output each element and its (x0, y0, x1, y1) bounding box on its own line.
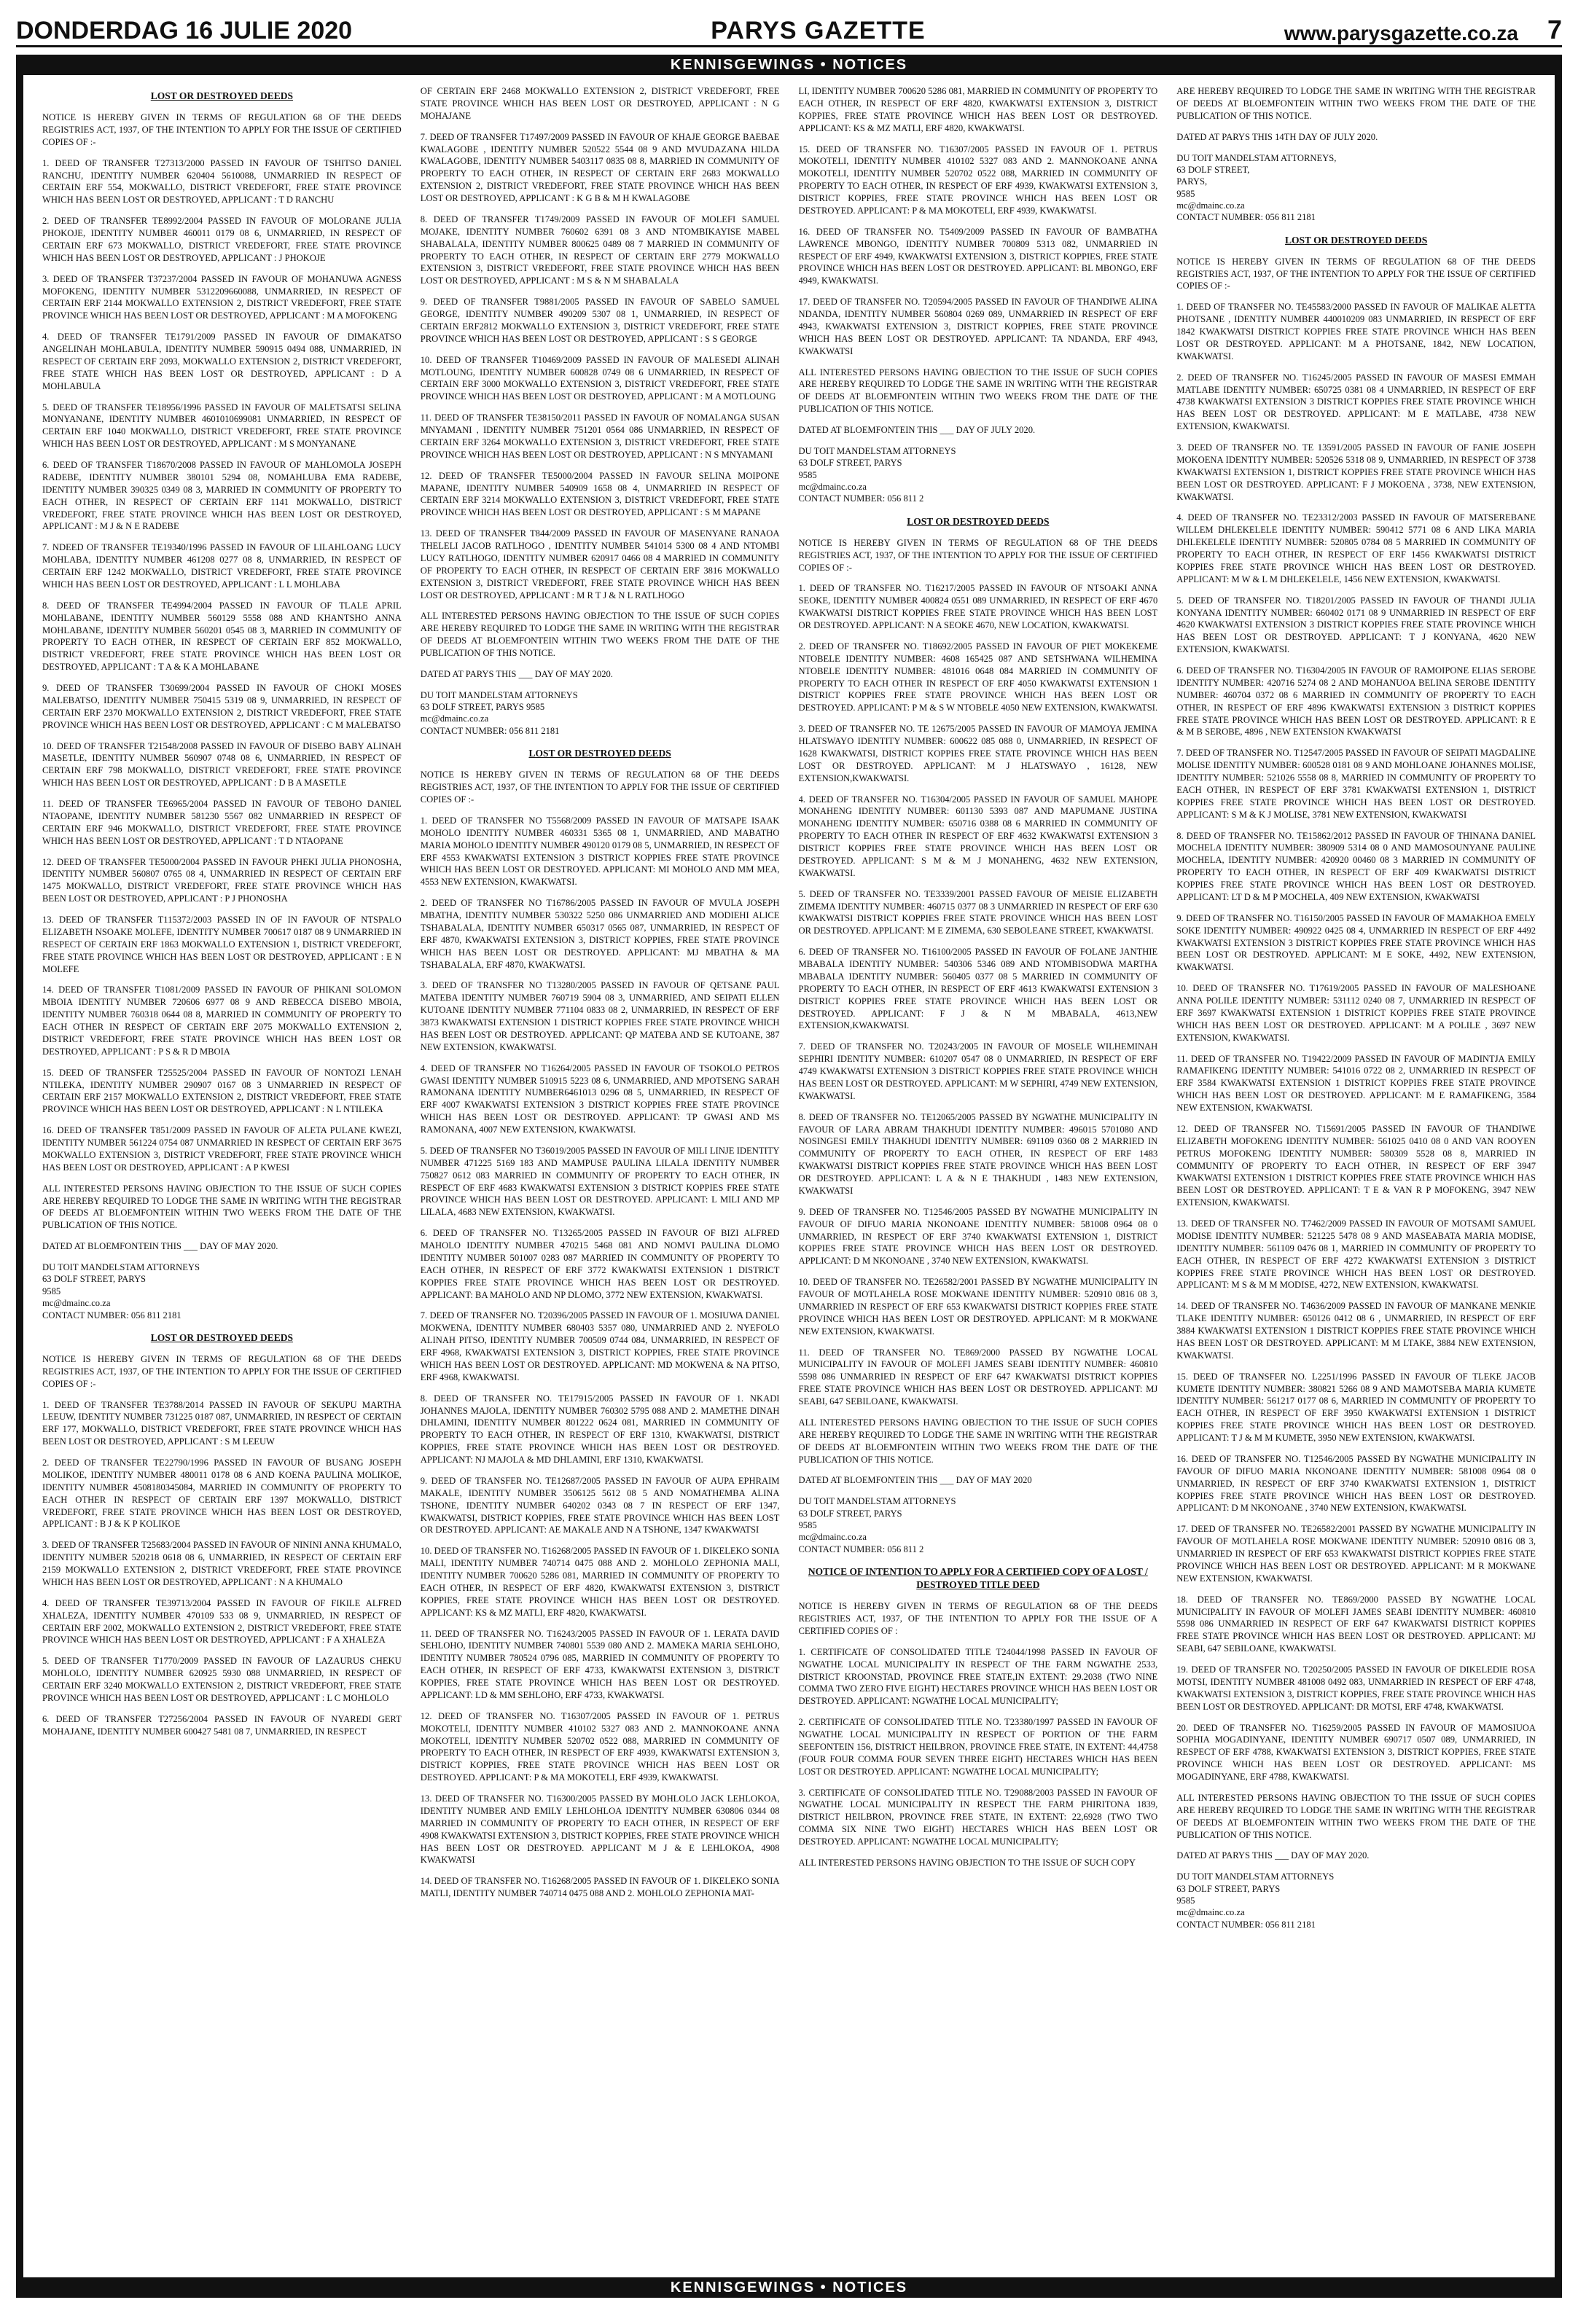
notice-paragraph: OF CERTAIN ERF 2468 MOKWALLO EXTENSION 2, DISTRICT VREDEFORT, FREE STATE PROVINCE WHICH HAS BEEN LOST OR DESTROYED, APPLICANT : N G MOHAJANE (420, 86, 780, 121)
email-link[interactable]: mc@dmainc.co.za (1176, 200, 1245, 211)
notice-paragraph: 6. DEED OF TRANSFER NO. T16100/2005 PASSED IN FAVOUR OF FOLANE JANTHIE MBABALA IDENTITY NUMBER: 540306 5346 089 AND NTOMBISODWA MARTHA MBABALA IDENTITY NUMBER: 560405 0377 08 5 MARRIED IN COMMUNITY OF PROPERTY TO EACH OTHER, IN RESPECT OF ERF 4613 KWAKWATSI EXTENSION 3 DISTRICT KOPPIES FREE STATE PROVINCE WHICH HAS BEEN LOST OR DESTROYED. APPLICANT: F J & N M MBABALA, 4613,NEW EXTENSION,KWAKWATSI. (798, 947, 1158, 1031)
contact-line: 63 DOLF STREET, PARYS (798, 1508, 902, 1519)
notice-paragraph: NOTICE IS HEREBY GIVEN IN TERMS OF REGULATION 68 OF THE DEEDS REGISTRIES ACT, 1937, OF THE INTENTION TO APPLY FOR THE ISSUE OF CERTIFIED COPIES OF :- (1176, 256, 1536, 292)
notice-paragraph: 6. DEED OF TRANSFER NO. T16304/2005 IN FAVOUR OF RAMOIPONE ELIAS SEROBE IDENTITY NUMBER: 420716 5274 08 2 AND MOHANUOA BELINA SEROBE IDENTITY NUMBER: 460704 0372 08 6 MARRIED IN COMMUNITY OF PROPERTY TO EACH OTHER, IN RESPECT OF ERF 4896 KWAKWATSI EXTENSION 3 DISTRICT KOPPIES FREE STATE PROVINCE WHICH HAS BEEN LOST OR DESTROYED. APPLICANT: R E & M B SEROBE, 4896 , NEW EXTENSION KWAKWATSI (1176, 665, 1536, 738)
notice-paragraph: ARE HEREBY REQUIRED TO LODGE THE SAME IN WRITING WITH THE REGISTRAR OF DEEDS AT BLOEMFONTEIN WITHIN TWO WEEKS FROM THE DATE OF THE PUBLICATION OF THIS NOTICE. (1176, 86, 1536, 121)
notice-paragraph: 10. DEED OF TRANSFER NO. TE26582/2001 PASSED BY NGWATHE MUNICIPALITY IN FAVOUR OF MOTLAHELA ROSE MOKWANE IDENTITY NUMBER: 520910 0816 08 3, UNMARRIED IN RESPECT OF ERF 653 KWAKWATSI DISTRICT KOPPIES FREE STATE PROVINCE WHICH HAS BEEN LOST OR DESTROYED. APPLICANT: M R MOKWANE NEW EXTENSION, KWAKWATSI. (798, 1277, 1158, 1337)
notice-paragraph: 4. DEED OF TRANSFER NO T16264/2005 PASSED IN FAVOUR OF TSOKOLO PETROS GWASI IDENTITY NUMBER 510915 5223 08 6, UNMARRIED, AND MPOTSENG SARAH RAMONANA IDENTITY NUMBER6461013 0296 08 5, UNMARRIED, IN RESPECT OF ERF 4007 KWAKWATSI EXTENSION 3 DISTRICT KOPPIES FREE STATE PROVINCE WHICH HAS BEEN LOST OR DESTROYED. APPLICANT: TP GWASI AND MS RAMONANA, 4007 NEW EXTENSION, KWAKWATSI. (420, 1063, 780, 1135)
contact-line: DU TOIT MANDELSTAM ATTORNEYS (1176, 1871, 1335, 1882)
attorney-contact-block (799, 445, 1158, 505)
notice-paragraph: 10. DEED OF TRANSFER NO. T17619/2005 PASSED IN FAVOUR OF MALESHOANE ANNA POLILE IDENTITY NUMBER: 531112 0240 08 7, UNMARRIED IN RESPECT OF ERF 3697 KWAKWATSI EXTENSION 1 DISTRICT KOPPIES FREE STATE PROVINCE WHICH HAS BEEN LOST OR DESTROYED. APPLICANT: M A POLILE , 3697 NEW EXTENSION, KWAKWATSI. (1176, 983, 1536, 1043)
notice-paragraph: 2. DEED OF TRANSFER NO. T18692/2005 PASSED IN FAVOUR OF PIET MOKEKEME NTOBELE IDENTITY NUMBER: 4608 165425 087 AND SETSHWANA WILHEMINA NTOBELE IDENTITY NUMBER: 481016 0648 084 MARRIED IN COMMUNITY OF PROPERTY TO EACH OTHER IN RESPECT OF ERF 4050 KWAKWATSI EXTENSION 1 DISTRICT KOPPIES FREE STATE PROVINCE WHICH HAS BEEN LOST OR DESTROYED. APPLICANT: P M & S W NTOBELE 4050 NEW EXTENSION, KWAKWATSI. (798, 641, 1158, 713)
notice-columns (23, 75, 1555, 2277)
notice-paragraph: 3. DEED OF TRANSFER T37237/2004 PASSED IN FAVOUR OF MOHANUWA AGNESS MOFOKENG, IDENTITY NUMBER 5312209660088, UNMARRIED, IN RESPECT OF CERTAIN ERF 2144 MOKWALLO EXTENSION 2, DISTRICT VREDEFORT, FREE STATE PROVINCE WHICH HAS BEEN LOST OR DESTROYED, APPLICANT : M A MOFOKENG (42, 273, 402, 321)
notice-paragraph: 1. CERTIFICATE OF CONSOLIDATED TITLE T24044/1998 PASSED IN FAVOUR OF NGWATHE LOCAL MUNICIPALITY IN RESPECT OF THE FARM NGWATHE 2533, DISTRICT KROONSTAD, PROVINCE FREE STATE,IN EXTENT: 29.2038 (TWO NINE COMMA TWO ZERO FIVE EIGHT) HECTARES PROVINCE WHICH HAS BEEN LOST OR DESTROYED. APPLICANT: NGWATHE LOCAL MUNICIPALITY; (798, 1646, 1158, 1707)
notice-paragraph: 3. CERTIFICATE OF CONSOLIDATED TITLE NO. T29088/2003 PASSED IN FAVOUR OF NGWATHE LOCAL MUNICIPALITY IN RESPECT THE FARM PHIRITONA 1839, DISTRICT HEILBRON, PROVINCE FREE STATE, IN EXTENT: 22,6928 (TWO TWO COMMA SIX NINE TWO EIGHT) HECTARES WHICH HAS BEEN LOST OR DESTROYED. APPLICANT: NGWATHE LOCAL MUNICIPALITY; (798, 1787, 1158, 1847)
notice-paragraph: 9. DEED OF TRANSFER NO. T12546/2005 PASSED BY NGWATHE MUNICIPALITY IN FAVOUR OF DIFUO MARIA NKONOANE IDENTITY NUMBER: 581008 0964 08 0 UNMARRIED, IN RESPECT OF ERF 3740 KWAKWATSI EXTENSION 1, DISTRICT KOPPIES FREE STATE PROVINCE WHICH HAS BEEN LOST OR DESTROYED. APPLICANT: D M NKONOANE , 3740 NEW EXTENSION, KWAKWATSI. (798, 1206, 1158, 1267)
notice-paragraph: 11. DEED OF TRANSFER TE6965/2004 PASSED IN FAVOUR OF TEBOHO DANIEL NTAOPANE, IDENTITY NUMBER 581230 5567 082 UNMARRIED IN RESPECT OF CERTAIN ERF 946 MOKWALLO, DISTRICT VREDEFORT, FREE STATE PROVINCE WHICH HAS BEEN LOST OR DESTROYED, APPLICANT : T D NTAOPANE (42, 799, 402, 846)
notice-paragraph: 6. DEED OF TRANSFER T18670/2008 PASSED IN FAVOUR OF MAHLOMOLA JOSEPH RADEBE, IDENTITY NUMBER 380101 5294 08, NOMAHLUBA EMA RADEBE, IDENTITY NUMBER 390325 0349 08 3, MARRIED IN COMMUNITY OF PROPERTY TO EACH OTHER, IN RESPECT OF CERTAIN ERF 1141 MOKWALLO, DISTRICT VREDEFORT, FREE STATE PROVINCE WHICH HAS BEEN LOST OR DESTROYED, APPLICANT : M J & N E RADEBE (42, 460, 402, 532)
column-2 (421, 85, 780, 2277)
notice-paragraph: NOTICE IS HEREBY GIVEN IN TERMS OF REGULATION 68 OF THE DEEDS REGISTRIES ACT, 1937, OF THE INTENTION TO APPLY FOR THE ISSUE OF CERTIFIED COPIES OF :- (798, 537, 1158, 573)
notice-paragraph: ALL INTERESTED PERSONS HAVING OBJECTION TO THE ISSUE OF SUCH COPIES ARE HEREBY REQUIRED TO LODGE THE SAME IN WRITING WITH THE REGISTRAR OF DEEDS AT BLOEMFONTEIN WITHIN TWO WEEKS FROM THE DATE OF THE PUBLICATION OF THIS NOTICE. (798, 367, 1158, 415)
notice-paragraph: 8. DEED OF TRANSFER TE4994/2004 PASSED IN FAVOUR OF TLALE APRIL MOHLABANE, IDENTITY NUMBER 560129 5558 088 AND KHANTSHO ANNA MOHLABANE, IDENTITY NUMBER 560201 0545 08 3, MARRIED IN COMMUNITY OF PROPERTY TO EACH OTHER, IN RESPECT OF CERTAIN ERF 852 MOKWALLO, DISTRICT VREDEFORT, FREE STATE PROVINCE WHICH HAS BEEN LOST OR DESTROYED, APPLICANT : T A & K A MOHLABANE (42, 600, 402, 673)
contact-line: 63 DOLF STREET, PARYS (1176, 1883, 1281, 1894)
notice-paragraph: 15. DEED OF TRANSFER T25525/2004 PASSED IN FAVOUR OF NONTOZI LENAH NTILEKA, IDENTITY NUMBER 290907 0167 08 3 UNMARRIED IN RESPECT OF CERTAIN ERF 2157 MOKWALLO EXTENSION 2, DISTRICT VREDEFORT, FREE STATE PROVINCE WHICH HAS BEEN LOST OR DESTROYED, APPLICANT : N L NTILEKA (42, 1067, 402, 1115)
email-link[interactable]: mc@dmainc.co.za (1176, 1907, 1245, 1918)
notice-paragraph: NOTICE IS HEREBY GIVEN IN TERMS OF REGULATION 68 OF THE DEEDS REGISTRIES ACT, 1937, OF THE INTENTION TO APPLY FOR THE ISSUE OF CERTIFIED COPIES OF :- (42, 1353, 402, 1389)
notice-paragraph: 11. DEED OF TRANSFER TE38150/2011 PASSED IN FAVOUR OF NOMALANGA SUSAN MNYAMANI , IDENTITY NUMBER 751201 0564 086 UNMARRIED, IN RESPECT OF CERTAIN ERF 3264 MOKWALLO EXTENSION 3, DISTRICT VREDEFORT, FREE STATE PROVINCE WHICH HAS BEEN LOST OR DESTROYED, APPLICANT : N S MNYAMANI (420, 412, 780, 460)
notice-paragraph: 7. NDEED OF TRANSFER TE19340/1996 PASSED IN FAVOUR OF LILAHLOANG LUCY MOHLABA, IDENTITY NUMBER 461208 0277 08 8, UNMARRIED, IN RESPECT OF CERTAIN ERF 1242 MOKWALLO, DISTRICT VREDEFORT, FREE STATE PROVINCE WHICH HAS BEEN LOST OR DESTROYED, APPLICANT : L L MOHLABA (42, 542, 402, 590)
contact-line: PARYS, (1176, 176, 1208, 187)
notice-paragraph: 7. DEED OF TRANSFER T17497/2009 PASSED IN FAVOUR OF KHAJE GEORGE BAEBAE KWALAGOBE , IDENTITY NUMBER 520522 5544 08 9 AND MVUDAZANA HILDA KWALAGOBE, IDENTITY NUMBER 5403117 0835 08 8, MARRIED IN COMMUNITY OF PROPERTY TO EACH OTHER, IN RESPECT OF CERTAIN ERF 2683 MOKWALLO EXTENSION 2, DISTRICT VREDEFORT, FREE STATE PROVINCE WHICH HAS BEEN LOST OR DESTROYED, APPLICANT : K G B & M H KWALAGOBE (420, 131, 780, 203)
notice-heading: LOST OR DESTROYED DEEDS (528, 748, 671, 759)
issue-date: DONDERDAG 16 JULIE 2020 (16, 17, 353, 44)
notice-paragraph: 9. DEED OF TRANSFER T9881/2005 PASSED IN FAVOUR OF SABELO SAMUEL GEORGE, IDENTITY NUMBER 490209 5307 08 1, UNMARRIED, IN RESPECT OF CERTAIN ERF2812 MOKWALLO EXTENSION 3, DISTRICT VREDEFORT, FREE STATE PROVINCE WHICH HAS BEEN LOST OR DESTROYED, APPLICANT : S S GEORGE (420, 297, 780, 344)
contact-line: DU TOIT MANDELSTAM ATTORNEYS (420, 689, 578, 700)
notice-paragraph: DATED AT BLOEMFONTEIN THIS ___ DAY OF MAY 2020. (42, 1241, 278, 1252)
footer-bar: KENNISGEWINGS • NOTICES (16, 2277, 1562, 2298)
notice-paragraph: ALL INTERESTED PERSONS HAVING OBJECTION TO THE ISSUE OF SUCH COPY (798, 1857, 1136, 1868)
notices-frame (16, 75, 1562, 2277)
notice-paragraph: 7. DEED OF TRANSFER NO. T12547/2005 PASSED IN FAVOUR OF SEIPATI MAGDALINE MOLISE IDENTITY NUMBER: 600528 0181 08 9 AND MOHLOANE JOHANNES MOLISE, IDENTITY NUMBER: 521026 5558 08 8, MARRIED IN COMMUNITY OF PROPERTY TO EACH OTHER, IN RESPECT OF ERF 3781 KWAKWATSI EXTENSION 1, DISTRICT KOPPIES FREE STATE PROVINCE WHICH HAS BEEN LOST OR DESTROYED. APPLICANT: S M & K J MOLISE, 3781 NEW EXTENSION, KWAKWATSI (1176, 748, 1536, 820)
contact-line: DU TOIT MANDELSTAM ATTORNEYS (798, 1496, 956, 1507)
notice-paragraph: DATED AT PARYS THIS 14TH DAY OF JULY 2020. (1176, 131, 1378, 142)
notice-paragraph: 20. DEED OF TRANSFER NO. T16259/2005 PASSED IN FAVOUR OF MAMOSIUOA SOPHIA MOGADINYANE, IDENTITY NUMBER 690717 0507 089, UNMARRIED, IN RESPECT OF ERF 4788, KWAKWATSI EXTENSION 3, DISTRICT KOPPIES, FREE STATE PROVINCE WHICH HAS BEEN LOST OR DESTROYED. APPLICANT: MS MOGADINYANE, ERF 4788, KWAKWATSI. (1176, 1722, 1536, 1783)
attorney-contact-block (799, 1495, 1158, 1555)
contact-line: 9585 (798, 1519, 817, 1530)
notice-paragraph: 8. DEED OF TRANSFER NO. TE12065/2005 PASSED BY NGWATHE MUNICIPALITY IN FAVOUR OF LARA ABRAM THAKHUDI IDENTITY NUMBER: 496015 5701080 AND NOSINGESI EMILY THAKHUDI IDENTITY NUMBER: 691109 0360 08 2 MARRIED IN COMMUNITY OF PROPERTY TO EACH OTHER, IN RESPECT OF ERF 1483 KWAKWATSI DISTRICT KOPPIES FREE STATE PROVINCE WHICH HAS BEEN LOST OR DESTROYED. APPLICANT: L A & N E THAKHUDI , 1483 NEW EXTENSION, KWAKWATSI (798, 1111, 1158, 1196)
notice-paragraph: 4. DEED OF TRANSFER NO. TE23312/2003 PASSED IN FAVOUR OF MATSEREBANE WILLEM DHLEKELELE IDENTITY NUMBER: 590412 5771 08 6 AND LIKA MARIA DHLEKELELE IDENTITY NUMBER: 520805 0784 08 5 MARRIED IN COMMUNITY OF PROPERTY TO EACH OTHER, IN RESPECT OF ERF 1456 KWAKWATSI DISTRICT KOPPIES FREE STATE PROVINCE WHICH HAS BEEN LOST OR DESTROYED. APPLICANT: M W & L M DHLEKELELE, 1456 NEW EXTENSION, KWAKWATSI. (1176, 512, 1536, 584)
notice-paragraph: 14. DEED OF TRANSFER NO. T4636/2009 PASSED IN FAVOUR OF MANKANE MENKIE TLAKE IDENTITY NUMBER: 650126 0412 08 6 , UNMARRIED, IN RESPECT OF ERF 3884 KWAKWATSI EXTENSION 1 DISTRICT KOPPIES FREE STATE PROVINCE WHICH HAS BEEN LOST OR DESTROYED. APPLICANT: M M LTAKE, 3884 NEW EXTENSION, KWAKWATSI. (1176, 1301, 1536, 1361)
page-number: 7 (1547, 15, 1562, 44)
attorney-contact-block (421, 689, 780, 737)
email-link[interactable]: mc@dmainc.co.za (798, 481, 867, 492)
contact-line: CONTACT NUMBER: 056 811 2 (798, 493, 924, 504)
notice-paragraph: DATED AT BLOEMFONTEIN THIS ___ DAY OF JULY 2020. (798, 425, 1036, 435)
notice-paragraph: ALL INTERESTED PERSONS HAVING OBJECTION TO THE ISSUE OF SUCH COPIES ARE HEREBY REQUIRED TO LODGE THE SAME IN WRITING WITH THE REGISTRAR OF DEEDS AT BLOEMFONTEIN WITHIN TWO WEEKS FROM THE DATE OF THE PUBLICATION OF THIS NOTICE. (1176, 1792, 1536, 1840)
notice-paragraph: 5. DEED OF TRANSFER NO. T18201/2005 PASSED IN FAVOUR OF THANDI JULIA KONYANA IDENTITY NUMBER: 660402 0171 08 9 UNMARRIED IN RESPECT OF ERF 4620 KWAKWATSI EXTENSION 3 DISTRICT KOPPIES FREE STATE PROVINCE WHICH HAS BEEN LOST OR DESTROYED. APPLICANT: T J KONYANA, 4620 NEW EXTENSION, KWAKWATSI. (1176, 595, 1536, 655)
notice-paragraph: 8. DEED OF TRANSFER T1749/2009 PASSED IN FAVOUR OF MOLEFI SAMUEL MOJAKE, IDENTITY NUMBER 760602 6391 08 3 AND NTOMBIKAYISE MABEL SHABALALA, IDENTITY NUMBER 800625 0489 08 7 MARRIED IN COMMUNITY OF PROPERTY TO EACH OTHER, IN RESPECT OF CERTAIN ERF 2779 MOKWALLO EXTENSION 3, DISTRICT VREDEFORT, FREE STATE PROVINCE WHICH HAS BEEN LOST OR DESTROYED, APPLICANT : M S & N M SHABALALA (420, 214, 780, 286)
notice-paragraph: 2. CERTIFICATE OF CONSOLIDATED TITLE NO. T23380/1997 PASSED IN FAVOUR OF NGWATHE LOCAL MUNICIPALITY IN RESPECT OF PORTION OF THE FARM SEEFONTEIN 156, DISTRICT HEILBRON, PROVINCE FREE STATE, IN EXTENT: 44,4758 (FOUR FOUR COMMA FOUR SEVEN THREE EIGHT) HECTARES WHICH HAS BEEN LOST OR DESTROYED. APPLICANT: NGWATHE LOCAL MUNICIPALITY; (798, 1717, 1158, 1777)
notice-paragraph: 3. DEED OF TRANSFER T25683/2004 PASSED IN FAVOUR OF NININI ANNA KHUMALO, IDENTITY NUMBER 520218 0618 08 6, UNMARRIED, IN RESPECT OF CERTAIN ERF 2159 MOKWALLO EXTENSION 2, DISTRICT VREDEFORT, FREE STATE PROVINCE WHICH HAS BEEN LOST OR DESTROYED, APPLICANT : N A KHUMALO (42, 1540, 402, 1587)
notice-paragraph: 5. DEED OF TRANSFER NO. TE3339/2001 PASSED FAVOUR OF MEISIE ELIZABETH ZIMEMA IDENTITY NUMBER: 460715 0377 08 3 UNMARRIED IN RESPECT OF ERF 630 KWAKWATSI DISTRICT KOPPIES FREE STATE PROVINCE WHICH HAS BEEN LOST OR DESTROYED. APPLICANT: M E ZIMEMA, 630 SEBOLEANE STREET, KWAKWATSI. (798, 888, 1158, 936)
contact-line: 63 DOLF STREET, PARYS (798, 458, 902, 469)
column-3 (799, 85, 1158, 2277)
email-link[interactable]: mc@dmainc.co.za (420, 713, 489, 724)
notice-paragraph: 12. DEED OF TRANSFER TE5000/2004 PASSED IN FAVOUR PHEKI JULIA PHONOSHA, IDENTITY NUMBER 560807 0765 08 4, UNMARRIED IN RESPECT OF CERTAIN ERF 1475 MOKWALLO, DISTRICT VREDEFORT, FREE STATE PROVINCE WHICH HAS BEEN LOST OR DESTROYED, APPLICANT : P J PHONOSHA (42, 856, 402, 904)
contact-line: CONTACT NUMBER: 056 811 2181 (1176, 212, 1316, 223)
notice-paragraph: 3. DEED OF TRANSFER NO. TE 13591/2005 PASSED IN FAVOUR OF FANIE JOSEPH MOKOENA IDENTITY NUMBER: 520526 5318 08 9, UNMARRIED, IN RESPECT OF 3738 KWAKWATSI EXTENSION 1, DISTRICT KOPPIES FREE STATE PROVINCE WHICH HAS BEEN LOST OR DESTROYED. APPLICANT: F J MOKOENA , 3738, NEW EXTENSION, KWAKWATSI. (1176, 442, 1536, 502)
notice-paragraph: DATED AT PARYS THIS ___ DAY OF MAY 2020. (420, 668, 613, 679)
notice-paragraph: 2. DEED OF TRANSFER NO. T16245/2005 PASSED IN FAVOUR OF MASESI EMMAH MATLABE IDENTITY NUMBER: 650725 0381 08 4 UNMARRIED, IN RESPECT OF ERF 4738 KWAKWATSI EXTENSION 3 DISTRICT KOPPIES FREE STATE PROVINCE WHICH HAS BEEN LOST OR DESTROYED. APPLICANT: M E MATLABE, 4738 NEW EXTENSION, KWAKWATSI. (1176, 372, 1536, 432)
notice-paragraph: 17. DEED OF TRANSFER NO. TE26582/2001 PASSED BY NGWATHE MUNICIPALITY IN FAVOUR OF MOTLAHELA ROSE MOKWANE IDENTITY NUMBER: 520910 0816 08 3, UNMARRIED IN RESPECT OF ERF 653 KWAKWATSI DISTRICT KOPPIES FREE STATE PROVINCE WHICH HAS BEEN LOST OR DESTROYED. APPLICANT: M R MOKWANE NEW EXTENSION, KWAKWATSI. (1176, 1524, 1536, 1584)
notice-paragraph: 7. DEED OF TRANSFER NO. T20396/2005 PASSED IN FAVOUR OF 1. MOSIUWA DANIEL MOKWENA, IDENTITY NUMBER 680403 5357 080, UNMARRIED AND 2. NYEFOLO ALINAH PITSO, IDENTITY NUMBER 700509 0744 084, UNMARRIED, IN RESPECT OF ERF 4968, KWAKWATSI EXTENSION 3, DISTRICT KOPPIES, FREE STATE PROVINCE WHICH HAS BEEN LOST OR DESTROYED. APPLICANT: MD MOKWENA & NA PITSO, ERF 4968, KWAKWATSI. (420, 1310, 780, 1382)
contact-line: 63 DOLF STREET, PARYS (42, 1274, 147, 1285)
notice-paragraph: NOTICE IS HEREBY GIVEN IN TERMS OF REGULATION 68 OF THE DEEDS REGISTRIES ACT, 1937, OF THE INTENTION TO APPLY FOR THE ISSUE OF CERTIFIED COPIES OF :- (42, 112, 402, 147)
notice-paragraph: 12. DEED OF TRANSFER NO. T16307/2005 PASSED IN FAVOUR OF 1. PETRUS MOKOTELI, IDENTITY NUMBER 410102 5327 083 AND 2. MANNOKOANE ANNA MOKOTELI, IDENTITY NUMBER 520702 0522 088, MARRIED IN COMMUNITY OF PROPERTY TO EACH OTHER, IN RESPECT OF ERF 4939, KWAKWATSI EXTENSION 3, DISTRICT KOPPIES, FREE STATE PROVINCE WHICH HAS BEEN LOST OR DESTROYED. APPLICANT: P & MA MOKOTELI, ERF 4939, KWAKWATSI. (420, 1710, 780, 1783)
notice-heading: LOST OR DESTROYED DEEDS (1285, 234, 1428, 246)
notice-paragraph: 1. DEED OF TRANSFER NO. TE45583/2000 PASSED IN FAVOUR OF MALIKAE ALETTA PHOTSANE , IDENTITY NUMBER 440010209 083 UNMARRIED, IN RESPECT OF ERF 1842 KWAKWATSI DISTRICT KOPPIES FREE STATE PROVINCE WHICH HAS BEEN LOST OR DESTROYED. APPLICANT: M A PHOTSANE, 1842, NEW LOCATION, KWAKWATSI. (1176, 302, 1536, 361)
contact-line: DU TOIT MANDELSTAM ATTORNEYS, (1176, 152, 1337, 163)
contact-line: 63 DOLF STREET, (1176, 164, 1250, 175)
notice-paragraph: 14. DEED OF TRANSFER NO. T16268/2005 PASSED IN FAVOUR OF 1. DIKELEKO SONIA MATLI, IDENTITY NUMBER 740714 0475 088 AND 2. MOHLOLO ZEPHONIA MAT- (420, 1876, 780, 1899)
notice-paragraph: 19. DEED OF TRANSFER NO. T20250/2005 PASSED IN FAVOUR OF DIKELEDIE ROSA MOTSI, IDENTITY NUMBER 481008 0492 083, UNMARRIED IN RESPECT OF ERF 4748, KWAKWATSI EXTENSION 3, DISTRICT KOPPIES, FREE STATE PROVINCE WHICH HAS BEEN LOST OR DESTROYED. APPLICANT: DR MOTSI, ERF 4748, KWAKWATSI. (1176, 1664, 1536, 1712)
notice-paragraph: 13. DEED OF TRANSFER NO. T7462/2009 PASSED IN FAVOUR OF MOTSAMI SAMUEL MODISE IDENTITY NUMBER: 521225 5478 08 9 AND MASEABATA MARIA MODISE, IDENTITY NUMBER: 561109 0476 08 1, MARRIED IN COMMUNITY OF PROPERTY TO EACH OTHER, IN RESPECT OF ERF 4272 KWAKWATSI EXTENSION 3 DISTRICT KOPPIES FREE STATE PROVINCE WHICH HAS BEEN LOST OR DESTROYED. APPLICANT: M S & M M MODISE, 4272, NEW EXTENSION, KWAKWATSI. (1176, 1218, 1536, 1291)
notice-paragraph: 5. DEED OF TRANSFER TE18956/1996 PASSED IN FAVOUR OF MALETSATSI SELINA MONYANANE, IDENTITY NUMBER 4601010699081 UNMARRIED, IN RESPECT OF CERTAIN ERF 1040 MOKWALLO, DISTRICT VREDEFORT, FREE STATE PROVINCE WHICH HAS BEEN LOST OR DESTROYED, APPLICANT : M S MONYANANE (42, 402, 402, 450)
notice-heading: LOST OR DESTROYED DEEDS (907, 515, 1050, 527)
attorney-contact-block (1176, 152, 1536, 224)
notice-heading: LOST OR DESTROYED DEEDS (150, 1331, 293, 1343)
notice-paragraph: 3. DEED OF TRANSFER NO T13280/2005 PASSED IN FAVOUR OF QETSANE PAUL MATEBA IDENTITY NUMBER 760719 5904 08 3, UNMARRIED, AND SEIPATI ELLEN KUTOANE IDENTITY NUMBER 771104 0833 08 2, UNMARRIED, IN RESPECT OF ERF 3873 KWAKWATSI EXTENSION 1 DISTRICT KOPPIES FREE STATE PROVINCE WHICH HAS BEEN LOST OR DESTROYED. APPLICANT: QP MATEBA AND SE KUTOANE, 387 NEW EXTENSION, KWAKWATSI. (420, 980, 780, 1052)
notice-paragraph: 18. DEED OF TRANSFER NO. TE869/2000 PASSED BY NGWATHE LOCAL MUNICIPALITY IN FAVOUR OF MOLEFI JAMES SEABI IDENTITY NUMBER: 460810 5598 086 UNMARRIED IN RESPECT OF ERF 647 KWAKWATSI DISTRICT KOPPIES FREE STATE PROVINCE WHICH HAS BEEN LOST OR DESTROYED. APPLICANT: MJ SEABI, 647 SEBILOANE, KWAKWATSI. (1176, 1594, 1536, 1654)
notice-paragraph: 7. DEED OF TRANSFER NO. T20243/2005 IN FAVOUR OF MOSELE WILHEMINAH SEPHIRI IDENTITY NUMBER: 610207 0547 08 0 UNMARRIED, IN RESPECT OF ERF 4749 KWAKWATSI EXTENSION 3 DISTRICT KOPPIES FREE STATE PROVINCE WHICH HAS BEEN LOST OR DESTROYED. APPLICANT: M W SEPHIRI, 4749 NEW EXTENSION, KWAKWATSI. (798, 1041, 1158, 1101)
notice-heading: NOTICE OF INTENTION TO APPLY FOR A CERTIFIED COPY OF A LOST / DESTROYED TITLE DEED (808, 1566, 1148, 1591)
notice-paragraph: 4. DEED OF TRANSFER TE39713/2004 PASSED IN FAVOUR OF FIKILE ALFRED XHALEZA, IDENTITY NUMBER 470109 533 08 9, UNMARRIED, IN RESPECT OF CERTAIN ERF 2002, MOKWALLO EXTENSION 2, DISTRICT VREDEFORT, FREE STATE PROVINCE WHICH HAS BEEN LOST OR DESTROYED, APPLICANT : F A XHALEZA (42, 1597, 402, 1646)
notice-paragraph: 10. DEED OF TRANSFER NO. T16268/2005 PASSED IN FAVOUR OF 1. DIKELEKO SONIA MALI, IDENTITY NUMBER 740714 0475 088 AND 2. MOHLOLO ZEPHONIA MALI, IDENTITY NUMBER 700620 5286 081, MARRIED IN COMMUNITY OF PROPERTY TO EACH OTHER, IN RESPECT OF ERF 4820, KWAKWATSI EXTENSION 3, DISTRICT KOPPIES, FREE STATE PROVINCE WHICH HAS BEEN LOST OR DESTROYED. APPLICANT: KS & MZ MATLI, ERF 4820, KWAKWATSI. (420, 1546, 780, 1618)
notice-paragraph: 1. DEED OF TRANSFER NO. T16217/2005 PASSED IN FAVOUR OF NTSOAKI ANNA SEOKE, IDENTITY NUMBER 400824 0551 089 UNMARRIED, IN RESPECT OF ERF 4670 KWAKWATSI DISTRICT KOPPIES FREE STATE PROVINCE WHICH HAS BEEN LOST OR DESTROYED. APPLICANT: N A SEOKE 4670, NEW LOCATION, KWAKWATSI. (798, 583, 1158, 630)
notice-paragraph: 11. DEED OF TRANSFER NO. TE869/2000 PASSED BY NGWATHE LOCAL MUNICIPALITY IN FAVOUR OF MOLEFI JAMES SEABI IDENTITY NUMBER: 460810 5598 086 UNMARRIED IN RESPECT OF ERF 647 KWAKWATSI DISTRICT KOPPIES FREE STATE PROVINCE WHICH HAS BEEN LOST OR DESTROYED. APPLICANT: MJ SEABI, 647 SEBILOANE, KWAKWATSI. (798, 1347, 1158, 1406)
notice-paragraph: 5. DEED OF TRANSFER T1770/2009 PASSED IN FAVOUR OF LAZAURUS CHEKU MOHLOLO, IDENTITY NUMBER 620925 5930 088 UNMARRIED, IN RESPECT OF CERTAIN ERF 3240 MOKWALLO EXTENSION 2, DISTRICT VREDEFORT, FREE STATE PROVINCE WHICH HAS BEEN LOST OR DESTROYED, APPLICANT : L C MOHLOLO (42, 1656, 402, 1703)
notice-paragraph: 6. DEED OF TRANSFER T27256/2004 PASSED IN FAVOUR OF NYAREDI GERT MOHAJANE, IDENTITY NUMBER 600427 5481 08 7, UNMARRIED, IN RESPECT (42, 1713, 402, 1737)
notice-paragraph: ALL INTERESTED PERSONS HAVING OBJECTION TO THE ISSUE OF SUCH COPIES ARE HEREBY REQUIRED TO LODGE THE SAME IN WRITING WITH THE REGISTRAR OF DEEDS AT BLOEMFONTEIN WITHIN TWO WEEKS FROM THE DATE OF THE PUBLICATION OF THIS NOTICE. (42, 1183, 402, 1231)
contact-line: DU TOIT MANDELSTAM ATTORNEYS (798, 445, 956, 456)
notice-paragraph: 15. DEED OF TRANSFER NO. T16307/2005 PASSED IN FAVOUR OF 1. PETRUS MOKOTELI, IDENTITY NUMBER 410102 5327 083 AND 2. MANNOKOANE ANNA MOKOTELI, IDENTITY NUMBER 520702 0522 088, MARRIED IN COMMUNITY OF PROPERTY TO EACH OTHER, IN RESPECT OF ERF 4939, KWAKWATSI EXTENSION 3, DISTRICT KOPPIES, FREE STATE PROVINCE WHICH HAS BEEN LOST OR DESTROYED. APPLICANT: P & MA MOKOTELI, ERF 4939, KWAKWATSI. (798, 144, 1158, 216)
notice-paragraph: 2. DEED OF TRANSFER TE8992/2004 PASSED IN FAVOUR OF MOLORANE JULIA PHOKOJE, IDENTITY NUMBER 460011 0179 08 6, UNMARRIED, IN RESPECT OF CERTAIN ERF 673 MOKWALLO, DISTRICT VREDEFORT, FREE STATE PROVINCE WHICH HAS BEEN LOST OR DESTROYED, APPLICANT : J PHOKOJE (42, 216, 402, 263)
notice-paragraph: ALL INTERESTED PERSONS HAVING OBJECTION TO THE ISSUE OF SUCH COPIES ARE HEREBY REQUIRED TO LODGE THE SAME IN WRITING WITH THE REGISTRAR OF DEEDS AT BLOEMFONTEIN WITHIN TWO WEEKS FROM THE DATE OF THE PUBLICATION OF THIS NOTICE. (420, 611, 780, 658)
contact-line: DU TOIT MANDELSTAM ATTORNEYS (42, 1262, 200, 1273)
notice-paragraph: 4. DEED OF TRANSFER NO. T16304/2005 PASSED IN FAVOUR OF SAMUEL MAHOPE MONAHENG IDENTITY NUMBER: 601130 5393 087 AND MAPUMANE JUSTINA MONAHENG IDENTITY NUMBER: 650716 0388 08 6 MARRIED IN COMMUNITY OF PROPERTY TO EACH OTHER IN RESPECT OF ERF 4632 KWAKWATSI EXTENSION 3 DISTRICT KOPPIES FREE STATE PROVINCE WHICH HAS BEEN LOST OR DESTROYED. APPLICANT: S M & M J MONAHENG, 4632 NEW EXTENSION, KWAKWATSI. (798, 794, 1158, 878)
column-1 (42, 85, 402, 2277)
contact-line: 9585 (1176, 188, 1195, 199)
notice-paragraph: 13. DEED OF TRANSFER T844/2009 PASSED IN FAVOUR OF MASENYANE RANAOA THELELI JACOB RATLHOGO , IDENTITY NUMBER 541014 5300 08 4 AND NTOMBI LUCY RATLHOGO, IDENTITY NUMBER 620917 0466 08 4 MARRIED IN COMMUNITY OF PROPERTY TO EACH OTHER, IN RESPECT OF CERTAIN ERF 3816 MOKWALLO EXTENSION 3, DISTRICT VREDEFORT, FREE STATE PROVINCE WHICH HAS BEEN LOST OR DESTROYED, APPLICANT : M R T J & N L RATLHOGO (420, 528, 780, 600)
notice-paragraph: 12. DEED OF TRANSFER TE5000/2004 PASSED IN FAVOUR SELINA MOIPONE MAPANE, IDENTITY NUMBER 540909 1658 08 4, UNMARRIED IN RESPECT OF CERTAIN ERF 3214 MOKWALLO EXTENSION 3, DISTRICT VREDEFORT, FREE STATE PROVINCE WHICH HAS BEEN LOST OR DESTROYED, APPLICANT : S M MAPANE (420, 470, 780, 518)
notice-paragraph: 8. DEED OF TRANSFER NO. TE15862/2012 PASSED IN FAVOUR OF THINANA DANIEL MOCHELA IDENTITY NUMBER: 380909 5314 08 0 AND MAMOSOUNYANE PAULINE MOCHELA, IDENTITY NUMBER: 420920 00460 08 3 MARRIED IN COMMUNITY OF PROPERTY TO EACH OTHER, IN RESPECT OF ERF 409 KWAKWATSI DISTRICT KOPPIES FREE STATE PROVINCE WHICH HAS BEEN LOST OR DESTROYED. APPLICANT: LT D & M P MOCHELA, 409 NEW EXTENSION, KWAKWATSI (1176, 830, 1536, 902)
website-link[interactable]: www.parysgazette.co.za (1284, 22, 1518, 44)
notice-paragraph: 14. DEED OF TRANSFER T1081/2009 PASSED IN FAVOUR OF PHIKANI SOLOMON MBOIA IDENTITY NUMBER 720606 6977 08 9 AND REBECCA DISEBO MBOIA, IDENTITY NUMBER 760318 0644 08 8, MARRIED IN COMMUNITY OF PROPERTY TO EACH OTHER IN RESPECT OF CERTAIN ERF 2075 MOKWALLO EXTENSION 2, DISTRICT VREDEFORT, FREE STATE PROVINCE WHICH HAS BEEN LOST OR DESTROYED, APPLICANT : P S & R D MBOIA (42, 985, 402, 1057)
notice-paragraph: DATED AT PARYS THIS ___ DAY OF MAY 2020. (1176, 1850, 1370, 1861)
notice-paragraph: LI, IDENTITY NUMBER 700620 5286 081, MARRIED IN COMMUNITY OF PROPERTY TO EACH OTHER, IN RESPECT OF ERF 4820, KWAKWATSI EXTENSION 3, DISTRICT KOPPIES, FREE STATE PROVINCE WHICH HAS BEEN LOST OR DESTROYED. APPLICANT: KS & MZ MATLI, ERF 4820, KWAKWATSI. (798, 86, 1158, 133)
notice-paragraph: 9. DEED OF TRANSFER NO. TE12687/2005 PASSED IN FAVOUR OF AUPA EPHRAIM MAKALE, IDENTITY NUMBER 3506125 5612 08 5 AND NOMATHEMBA ALINA TSHONE, IDENTITY NUMBER 640202 0343 08 7 IN RESPECT OF ERF 1347, KWAKWATSI, DISTRICT KOPPIES, FREE STATE PROVINCE WHICH HAS BEEN LOST OR DESTROYED. APPLICANT: AE MAKALE AND N A TSHONE, 1347 KWAKWATSI (420, 1475, 780, 1535)
notice-paragraph: NOTICE IS HEREBY GIVEN IN TERMS OF REGULATION 68 OF THE DEEDS REGISTRIES ACT, 1937, OF THE INTENTION TO APPLY FOR THE ISSUE OF CERTIFIED COPIES OF :- (420, 770, 780, 805)
notice-paragraph: NOTICE IS HEREBY GIVEN IN TERMS OF REGULATION 68 OF THE DEEDS REGISTRIES ACT, 1937, OF THE INTENTION TO APPLY FOR THE ISSUE OF A CERTIFIED COPIES OF : (798, 1601, 1158, 1636)
notice-paragraph: 13. DEED OF TRANSFER T115372/2003 PASSED IN OF IN FAVOUR OF NTSPALO ELIZABETH NSOAKE MOLEFE, IDENTITY NUMBER 700617 0187 08 9 UNMARRIED IN RESPECT OF CERTAIN ERF 1863 MOKWALLO EXTENSION 1, DISTRICT VREDEFORT, FREE STATE PROVINCE WHICH HAS BEEN LOST OR DESTROYED, APPLICANT : E N MOLEFE (42, 915, 402, 974)
notice-paragraph: 16. DEED OF TRANSFER T851/2009 PASSED IN FAVOUR OF ALETA PULANE KWEZI, IDENTITY NUMBER 561224 0754 087 UNMARRIED IN RESPECT OF CERTAIN ERF 3675 MOKWALLO EXTENSION 3, DISTRICT VREDEFORT, FREE STATE PROVINCE WHICH HAS BEEN LOST OR DESTROYED, APPLICANT : A P KWESI (42, 1125, 402, 1173)
notice-paragraph: 9. DEED OF TRANSFER NO. T16150/2005 PASSED IN FAVOUR OF MAMAKHOA EMELY SOKE IDENTITY NUMBER: 490922 0425 08 4, UNMARRIED IN RESPECT OF ERF 4492 KWAKWATSI EXTENSION 3 DISTRICT KOPPIES FREE STATE PROVINCE WHICH HAS BEEN LOST OR DESTROYED. APPLICANT: M E SOKE, 4492, NEW EXTENSION, KWAKWATSI. (1176, 912, 1536, 973)
contact-line: 63 DOLF STREET, PARYS 9585 (420, 702, 545, 713)
notice-paragraph: 3. DEED OF TRANSFER NO. TE 12675/2005 PASSED IN FAVOUR OF MAMOYA JEMINA HLATSWAYO IDENTITY NUMBER: 600622 085 088 0, UNMARRIED, IN RESPECT OF 1628 KWAKWATSI, DISTRICT KOPPIES FREE STATE PROVINCE WHICH HAS BEEN LOST OR DESTROYED. APPLICANT: M J HLATSWAYO , 16128, NEW EXTENSION,KWAKWATSI. (798, 724, 1158, 783)
notice-paragraph: 2. DEED OF TRANSFER NO T16786/2005 PASSED IN FAVOUR OF MVULA JOSEPH MBATHA, IDENTITY NUMBER 530322 5250 086 UNMARRIED AND MODIEHI ALICE TSHABALALA, IDENTITY NUMBER 650317 0565 087, UNMARRIED, IN RESPECT OF ERF 4870, KWAKWATSI EXTENSION 3, DISTRICT KOPPIES, FREE STATE PROVINCE WHICH HAS BEEN LOST OR DESTROYED. APPLICANT: MJ MBATHA & MA TSHABALALA, ERF 4870, KWAKWATSI. (420, 898, 780, 970)
notice-paragraph: 17. DEED OF TRANSFER NO. T20594/2005 PASSED IN FAVOUR OF THANDIWE ALINA NDANDA, IDENTITY NUMBER 560804 0269 089, UNMARRIED IN RESPECT OF ERF 4943, KWAKWATSI EXTENSION 3, DISTRICT KOPPIES, FREE STATE PROVINCE WHICH HAS BEEN LOST OR DESTROYED. APPLICANT: TA NDANDA, ERF 4943, KWAKWATSI (798, 297, 1158, 356)
contact-line: CONTACT NUMBER: 056 811 2181 (42, 1310, 181, 1321)
notice-paragraph: ALL INTERESTED PERSONS HAVING OBJECTION TO THE ISSUE OF SUCH COPIES ARE HEREBY REQUIRED TO LODGE THE SAME IN WRITING WITH THE REGISTRAR OF DEEDS AT BLOEMFONTEIN WITHIN TWO WEEKS FROM THE DATE OF THE PUBLICATION OF THIS NOTICE. (798, 1417, 1158, 1465)
column-4 (1176, 85, 1536, 2277)
notice-paragraph: 4. DEED OF TRANSFER TE1791/2009 PASSED IN FAVOUR OF DIMAKATSO ANGELINAH MOHLABULA, IDENTITY NUMBER 590915 0494 088, UNMARRIED, IN RESPECT OF CERTAIN ERF 2093, MOKWALLO EXTENSION 2, DISTRICT VREDEFORT, FREE STATE WHICH HAS BEEN LOST OR DESTROYED, APPLICANT : D A MOHLABULA (42, 332, 402, 391)
email-link[interactable]: mc@dmainc.co.za (42, 1298, 111, 1309)
notice-paragraph: 1. DEED OF TRANSFER TE3788/2014 PASSED IN FAVOUR OF SEKUPU MARTHA LEEUW, IDENTITY NUMBER 731225 0187 087, UNMARRIED, IN RESPECT OF CERTAIN ERF 177, MOKWALLO, DISTRICT VREDEFORT, FREE STATE PROVINCE WHICH HAS BEEN LOST OR DESTROYED, APPLICANT : S M LEEUW (42, 1399, 402, 1447)
notice-paragraph: 8. DEED OF TRANSFER NO. TE17915/2005 PASSED IN FAVOUR OF 1. NKADI JOHANNES MAJOLA, IDENTITY NUMBER 760302 5795 088 AND 2. MAMETHE DINAH DHLAMINI, IDENTITY NUMBER 801222 0624 081, MARRIED IN COMMUNITY OF PROPERTY TO EACH OTHER, IN RESPECT OF ERF 1310, KWAKWATSI, DISTRICT KOPPIES, FREE STATE PROVINCE WHICH HAS BEEN LOST OR DESTROYED. APPLICANT: NJ MAJOLA & MD DHLAMINI, ERF 1310, KWAKWATSI. (420, 1393, 780, 1466)
notice-paragraph: 6. DEED OF TRANSFER NO. T13265/2005 PASSED IN FAVOUR OF BIZI ALFRED MAHOLO IDENTITY NUMBER 470215 5468 081 AND NOMVI PAULINA DLOMO IDENTITY NUMBER 501007 0283 087 MARRIED IN COMMUNITY OF PROPERTY TO EACH OTHER, IN RESPECT OF ERF 3772 KWAKWATSI EXTENSION 1 DISTRICT KOPPIES FREE STATE PROVINCE WHICH HAS BEEN LOST OR DESTROYED. APPLICANT: BA MAHOLO AND NP DLOMO, 3772 NEW EXTENSION, KWAKWATSI. (420, 1228, 780, 1300)
masthead-right (1284, 15, 1562, 45)
notice-paragraph: 11. DEED OF TRANSFER NO. T19422/2009 PASSED IN FAVOUR OF MADINTJA EMILY RAMAFIKENG IDENTITY NUMBER: 541016 0722 08 2, UNMARRIED IN RESPECT OF ERF 3584 KWAKWATSI EXTENSION 1 DISTRICT KOPPIES FREE STATE PROVINCE WHICH HAS BEEN LOST OR DESTROYED. APPLICANT: M E RAMAFIKENG, 3584 NEW EXTENSION, KWAKWATSI. (1176, 1053, 1536, 1114)
contact-line: CONTACT NUMBER: 056 811 2181 (1176, 1919, 1316, 1930)
contact-line: CONTACT NUMBER: 056 811 2 (798, 1544, 924, 1554)
contact-line: 9585 (42, 1286, 61, 1296)
section-bar: KENNISGEWINGS • NOTICES (16, 55, 1562, 75)
notice-paragraph: 1. DEED OF TRANSFER T27313/2000 PASSED IN FAVOUR OF TSHITSO DANIEL RANCHU, IDENTITY NUMBER 620404 5610088, UNMARRIED IN RESPECT OF CERTAIN ERF 554, MOKWALLO, DISTRICT VREDEFORT, FREE STATE PROVINCE WHICH HAS BEEN LOST OR DESTROYED, APPLICANT : T D RANCHU (42, 157, 402, 206)
notice-paragraph: 2. DEED OF TRANSFER TE22790/1996 PASSED IN FAVOUR OF BUSANG JOSEPH MOLIKOE, IDENTITY NUMBER 480011 0178 08 6 AND KOENA PAULINA MOLIKOE, IDENTITY NUMBER 4508180345084, MARRIED IN COMMUNITY OF PROPERTY TO EACH OTHER IN RESPECT OF CERTAIN ERF 1397 MOKWALLO, DISTRICT VREDEFORT, FREE STATE PROVINCE WHICH HAS BEEN LOST OR DESTROYED, APPLICANT : B J & K P KOLIKOE (42, 1458, 402, 1530)
masthead (16, 7, 1562, 47)
email-link[interactable]: mc@dmainc.co.za (798, 1532, 867, 1543)
notice-heading: LOST OR DESTROYED DEEDS (150, 90, 293, 101)
contact-line: 9585 (1176, 1895, 1195, 1906)
attorney-contact-block (42, 1261, 402, 1321)
notice-paragraph: 16. DEED OF TRANSFER NO. T5409/2009 PASSED IN FAVOUR OF BAMBATHA LAWRENCE MBONGO, IDENTITY NUMBER 700809 5313 082, UNMARRIED IN RESPECT OF ERF 4949, KWAKWATSI EXTENSION 3, DISTRICT KOPPIES, FREE STATE PROVINCE WHICH HAS BEEN LOST OR DESTROYED. APPLICANT: BL MBONGO, ERF 4949, KWAKWATSI. (798, 226, 1158, 286)
notice-paragraph: 13. DEED OF TRANSFER NO. T16300/2005 PASSED BY MOHLOLO JACK LEHLOKOA, IDENTITY NUMBER AND EMILY LEHLOHLOA IDENTITY NUMBER 630806 0344 08 MARRIED IN COMMUNITY OF PROPERTY TO EACH OTHER, IN RESPECT OF ERF 4908 KWAKWATSI EXTENSION 3, DISTRICT KOPPIES, FREE STATE PROVINCE WHICH HAS BEEN LOST OR DESTROYED. APPLICANT M J & E LEHLOKOA, 4908 KWAKWATSI (420, 1793, 780, 1866)
notice-paragraph: DATED AT BLOEMFONTEIN THIS ___ DAY OF MAY 2020 (798, 1475, 1032, 1486)
notice-paragraph: 1. DEED OF TRANSFER NO T5568/2009 PASSED IN FAVOUR OF MATSAPE ISAAK MOHOLO IDENTITY NUMBER 460331 5365 08 1, UNMARRIED, AND MABATHO MARIA MOHOLO IDENTITY NUMBER 490120 0179 08 5, UNMARRIED, IN RESPECT OF ERF 4553 KWAKWATSI EXTENSION 3 DISTRICT KOPPIES FREE STATE PROVINCE WHICH HAS BEEN LOST OR DESTROYED. APPLICANT: MI MOHOLO AND MM MEA, 4553 NEW EXTENSION, KWAKWATSI. (420, 815, 780, 888)
notice-paragraph: 10. DEED OF TRANSFER T21548/2008 PASSED IN FAVOUR OF DISEBO BABY ALINAH MASETLE, IDENTITY NUMBER 560907 0748 08 6, UNMARRIED, IN RESPECT OF CERTAIN ERF 798 MOKWALLO, DISTRICT VREDEFORT, FREE STATE PROVINCE WHICH HAS BEEN LOST OR DESTROYED, APPLICANT : D B A MASETLE (42, 740, 402, 789)
notice-paragraph: 11. DEED OF TRANSFER NO. T16243/2005 PASSED IN FAVOUR OF 1. LERATA DAVID SEHLOHO, IDENTITY NUMBER 740801 5539 080 AND 2. MAMEKA MARIA SEHLOHO, IDENTITY NUMBER 780524 0796 085, MARRIED IN COMMUNITY OF PROPERTY TO EACH OTHER, IN RESPECT OF ERF 4733, KWAKWATSI EXTENSION 3, DISTRICT KOPPIES, FREE STATE PROVINCE WHICH HAS BEEN LOST OR DESTROYED. APPLICANT: LD & MM SEHLOHO, ERF 4733, KWAKWATSI. (420, 1628, 780, 1700)
contact-line: 9585 (798, 469, 817, 480)
notice-paragraph: 15. DEED OF TRANSFER NO. L2251/1996 PASSED IN FAVOUR OF TLEKE JACOB KUMETE IDENTITY NUMBER: 380821 5266 08 9 AND MAMOTSEBA MARIA KUMETE IDENTITY NUMBER: 561217 0177 08 6, MARRIED IN COMMUNITY OF PROPERTY TO EACH OTHER, IN RESPECT OF ERF 3950 KWAKWATSI EXTENSION 1 DISTRICT KOPPIES FREE STATE PROVINCE WHICH HAS BEEN LOST OR DESTROYED. APPLICANT: T J & M M KUMETE, 3950 NEW EXTENSION, KWAKWATSI. (1176, 1371, 1536, 1444)
contact-line: CONTACT NUMBER: 056 811 2181 (420, 725, 560, 736)
notice-paragraph: 16. DEED OF TRANSFER NO. T12546/2005 PASSED BY NGWATHE MUNICIPALITY IN FAVOUR OF DIFUO MARIA NKONOANE IDENTITY NUMBER: 581008 0964 08 0 UNMARRIED, IN RESPECT OF ERF 3740 KWAKWATSI EXTENSION 1, DISTRICT KOPPIES FREE STATE PROVINCE WHICH HAS BEEN LOST OR DESTROYED. APPLICANT: D M NKONOANE , 3740 NEW EXTENSION, KWAKWATSI. (1176, 1453, 1536, 1514)
notice-paragraph: 12. DEED OF TRANSFER NO. T15691/2005 PASSED IN FAVOUR OF THANDIWE ELIZABETH MOFOKENG IDENTITY NUMBER: 561025 0410 08 0 AND VAN ROOYEN PETRUS MOFOKENG IDENTITY NUMBER: 580309 5528 08 8, MARRIED IN COMMUNITY OF PROPERTY TO EACH OTHER, IN RESPECT OF ERF 3947 KWAKWATSI EXTENSION 1 DISTRICT KOPPIES FREE STATE PROVINCE WHICH HAS BEEN LOST OR DESTROYED. APPLICANT: T E & VAN R P MOFOKENG, 3947 NEW EXTENSION, KWAKWATSI. (1176, 1123, 1536, 1208)
attorney-contact-block (1176, 1871, 1536, 1930)
notice-paragraph: 5. DEED OF TRANSFER NO T36019/2005 PASSED IN FAVOUR OF MILI LINJE IDENTITY NUMBER 471225 5169 183 AND MAMPUSE PAULINA LILALA IDENTITY NUMBER 750827 0612 083 MARRIED IN COMMUNITY OF PROPERTY TO EACH OTHER, IN RESPECT OF ERF 4683 KWAKWATSI EXTENSION 3 DISTRICT KOPPIES FREE STATE PROVINCE WHICH HAS BEEN LOST OR DESTROYED. APPLICANT: L MILI AND MP LILALA, 4683 NEW EXTENSION, KWAKWATSI. (420, 1145, 780, 1218)
newspaper-title: PARYS GAZETTE (711, 17, 926, 44)
notice-paragraph: 10. DEED OF TRANSFER T10469/2009 PASSED IN FAVOUR OF MALESEDI ALINAH MOTLOUNG, IDENTITY NUMBER 600828 0749 08 6 UNMARRIED, IN RESPECT OF CERTAIN ERF 3000 MOKWALLO EXTENSION 3, DISTRICT VREDEFORT, FREE STATE PROVINCE WHICH HAS BEEN LOST OR DESTROYED, APPLICANT : M A MOTLOUNG (420, 354, 780, 402)
notice-paragraph: 9. DEED OF TRANSFER T30699/2004 PASSED IN FAVOUR OF CHOKI MOSES MALEBATSO, IDENTITY NUMBER 750415 5319 08 9, UNMARRIED, IN RESPECT OF CERTAIN ERF 2370 MOKWALLO EXTENSION 2, DISTRICT VREDEFORT, FREE STATE PROVINCE WHICH HAS BEEN LOST OR DESTROYED, APPLICANT : C M MALEBATSO (42, 683, 402, 730)
